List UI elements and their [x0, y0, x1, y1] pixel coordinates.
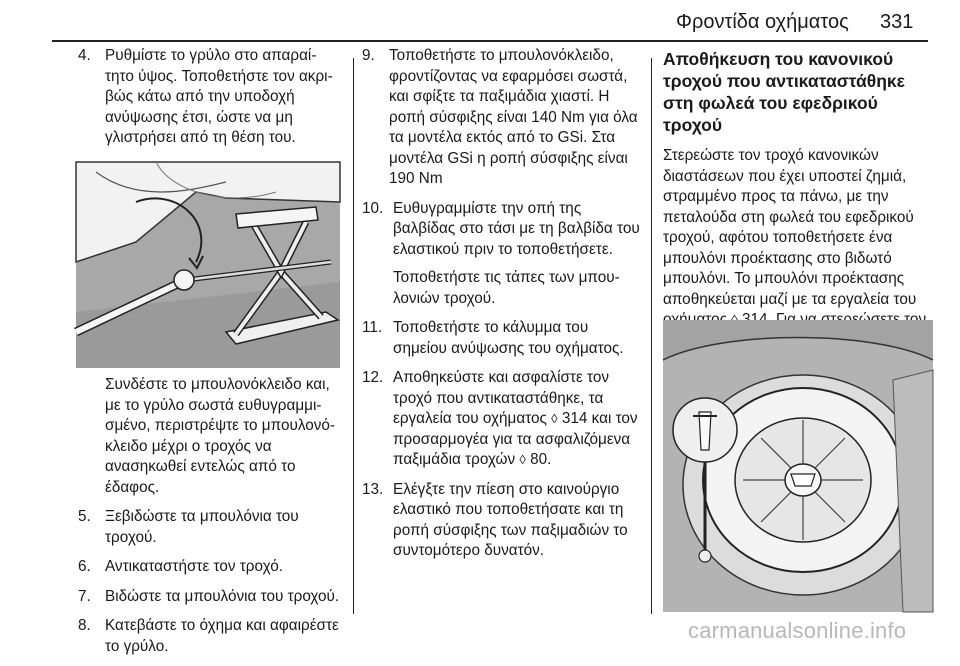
step-text: Τοποθετήστε το μπουλονόκλειδο, φροντίζοντας να εφαρμόσει σωστά, και σφίξτε τα παξιμάδια χιαστί. Η ροπή σύσφιξης είναι 140 Nm για όλα τα μοντέλα εκτός από το GSi. Στα μοντέλα GSi η ροπή σύσφιξης είναι 190 Nm: [389, 47, 638, 187]
column-1-continued: [78, 375, 340, 666]
running-header-title: Φροντίδα οχήματος: [676, 11, 849, 33]
column-divider: [651, 58, 652, 614]
step-number: 13.: [362, 480, 384, 498]
column-2: [362, 46, 642, 571]
step-number: 11.: [362, 319, 383, 336]
spare-wheel-well-illustration: [663, 320, 933, 612]
step-4: [78, 46, 340, 149]
step-text: Κατεβάστε το όχημα και αφαιρέστε το γρύλο.: [105, 617, 339, 655]
page-reference-link[interactable]: 80: [530, 451, 548, 468]
column-3: [663, 48, 933, 351]
column-divider: [353, 58, 354, 614]
step-text: Βιδώστε τα μπουλόνια του τροχού.: [105, 587, 340, 605]
step-text: Ευθυγραμμίστε την οπή της βαλβίδας στο τάσι με τη βαλβίδα του ελαστικού πριν το τοποθετήσετε.: [393, 199, 640, 258]
step-text: Ελέγξτε την πίεση στο καινούργιο ελαστικό που τοποθετήσατε και τη ροπή σύσφιξης των παξιμαδιών το συντομότερο δυνατόν.: [393, 480, 628, 559]
step-7: [78, 587, 340, 608]
step-12: [362, 368, 642, 471]
step-9: [362, 46, 642, 190]
jack-illustration: [76, 162, 340, 368]
footer-watermark: carmanualsonline.info: [688, 618, 907, 643]
step-11: [362, 318, 642, 359]
section-title: Αποθήκευση του κανονικού τροχού που αντικαταστάθηκε στη φωλεά του εφεδρικού τροχού: [663, 49, 905, 135]
step-number: 4.: [78, 47, 91, 64]
step-6: [78, 557, 340, 578]
page-reference-link[interactable]: 314: [561, 410, 588, 427]
step-text: Ρυθμίστε το γρύλο στο απαραίτητο ύψος. Τοποθετήστε τον ακριβώς κάτω από την υποδοχή ανύψωσης έτσι, ώστε να μη γλιστρήσει από τη θέση του.: [105, 47, 333, 146]
step-number: 10.: [362, 199, 384, 217]
step-text: Αποθηκεύστε και ασφαλίστε τον τροχό που αντικαταστάθηκε, τα εργαλεία του οχήματος ◊ 314 και τον προσαρμογέα για τα ασφαλιζόμενα παξιμάδια τροχών ◊ 80.: [393, 369, 638, 468]
step-text: Τοποθετήστε το κάλυμμα του σημείου ανύψωσης του οχήματος.: [393, 319, 624, 357]
column-1: [78, 46, 340, 158]
page-reference-icon: ◊: [519, 452, 526, 467]
step-10: [362, 199, 642, 310]
step-number: 5.: [78, 508, 91, 525]
page-number: 331: [880, 11, 914, 33]
step-text-continued: Τοποθετήστε τις τάπες των μπουλονιών τροχού.: [393, 269, 620, 307]
step-number: 6.: [78, 558, 91, 575]
page-reference-icon: ◊: [551, 411, 558, 426]
header-rule: [52, 40, 928, 42]
step-5: [78, 507, 340, 548]
step-number: 9.: [362, 47, 375, 64]
step-number: 12.: [362, 369, 384, 386]
step-text: Ξεβιδώστε τα μπουλόνια του τροχού.: [105, 508, 299, 546]
step-number: 8.: [78, 617, 91, 634]
section-body: Στερεώστε τον τροχό κανονικών διαστάσεων που έχει υποστεί ζημιά, στραμμένο προς τα πάνω, με την πεταλούδα στη φωλεά του εφεδρικού τροχού, αφότου τοποθετήσετε ένα μπουλόνι προέκτασης στο βιδωτό μπουλόνι. Το μπουλόνι προέκτασης αποθηκεύεται μαζί με τα εργαλεία του: [663, 146, 933, 351]
figure-note: Συνδέστε το μπουλονόκλειδο και, με το γρύλο σωστά ευθυγραμμισμένο, περιστρέψτε το μπουλονόκλειδο μέχρι ο τροχός να ανασηκωθεί εντελώς από το έδαφος.: [105, 376, 336, 496]
step-8: [78, 616, 340, 657]
step-13: [362, 480, 642, 562]
step-number: 7.: [78, 587, 91, 605]
step-text: Αντικαταστήστε τον τροχό.: [105, 558, 283, 575]
